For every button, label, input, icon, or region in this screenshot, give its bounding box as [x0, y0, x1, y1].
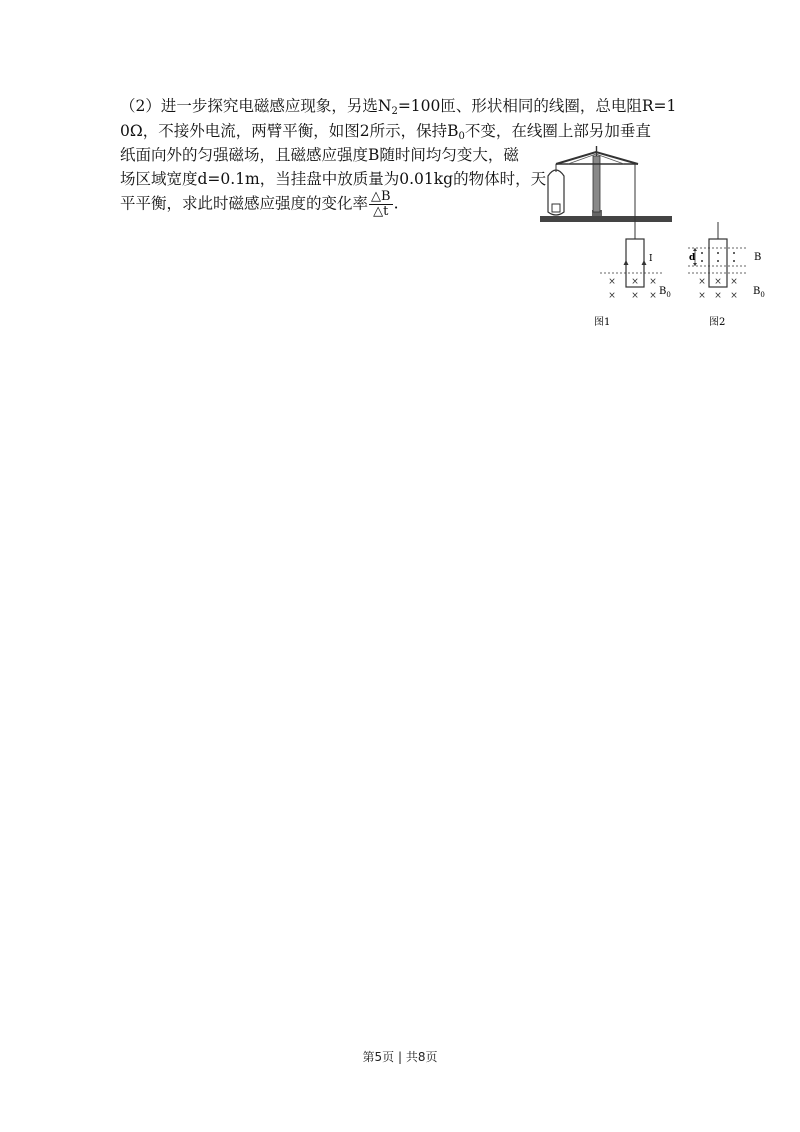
figure2-b0-label: $B_0$ — [753, 286, 765, 299]
svg-text:×: × — [698, 277, 706, 287]
figure2-upper-field — [688, 248, 748, 266]
question-line-2: 0Ω，不接外电流，两臂平衡，如图2所示，保持$B_0$不变，在线圈上部另加垂直 — [120, 122, 651, 142]
svg-text:×: × — [730, 277, 738, 287]
balance-pillar — [593, 146, 600, 212]
field-b0-label: $B_0$ — [659, 286, 671, 299]
question-line-4: 场区域宽度d=0.1m，当挂盘中放质量为0.01kg的物体时，天 — [120, 170, 547, 188]
question-line-5: 平平衡，求此时磁感应强度的变化率 $\frac{\triangle B}{\triangle t}$ . — [120, 189, 399, 219]
figure1-coil — [624, 164, 647, 287]
hanging-pan — [548, 164, 564, 215]
svg-text:×: × — [730, 291, 738, 301]
figure1-caption: 图1 — [594, 317, 611, 328]
svg-text:×: × — [631, 291, 639, 301]
question-line-3: 纸面向外的匀强磁场，且磁感应强度B随时间均匀变大，磁 — [120, 146, 519, 164]
svg-text:×: × — [714, 277, 722, 287]
figure2-caption: 图2 — [709, 317, 726, 328]
svg-text:×: × — [608, 291, 616, 301]
field-b-label: B — [754, 252, 762, 263]
svg-text:×: × — [631, 277, 639, 287]
balance-figure — [538, 142, 778, 337]
svg-text:×: × — [649, 291, 657, 301]
page-footer: 第5页 | 共8页 — [362, 1050, 438, 1064]
svg-text:×: × — [608, 277, 616, 287]
width-d-label: d — [689, 253, 696, 263]
svg-text:×: × — [714, 291, 722, 301]
svg-text:×: × — [649, 277, 657, 287]
current-label: I — [649, 254, 653, 264]
svg-text:×: × — [698, 291, 706, 301]
question-line-1: （2）进一步探究电磁感应现象，另选$N_2=100$匝、形状相同的线圈，总电阻R=1 — [120, 97, 677, 117]
rate-fraction: $\frac{\triangle B}{\triangle t}$ — [371, 189, 391, 219]
